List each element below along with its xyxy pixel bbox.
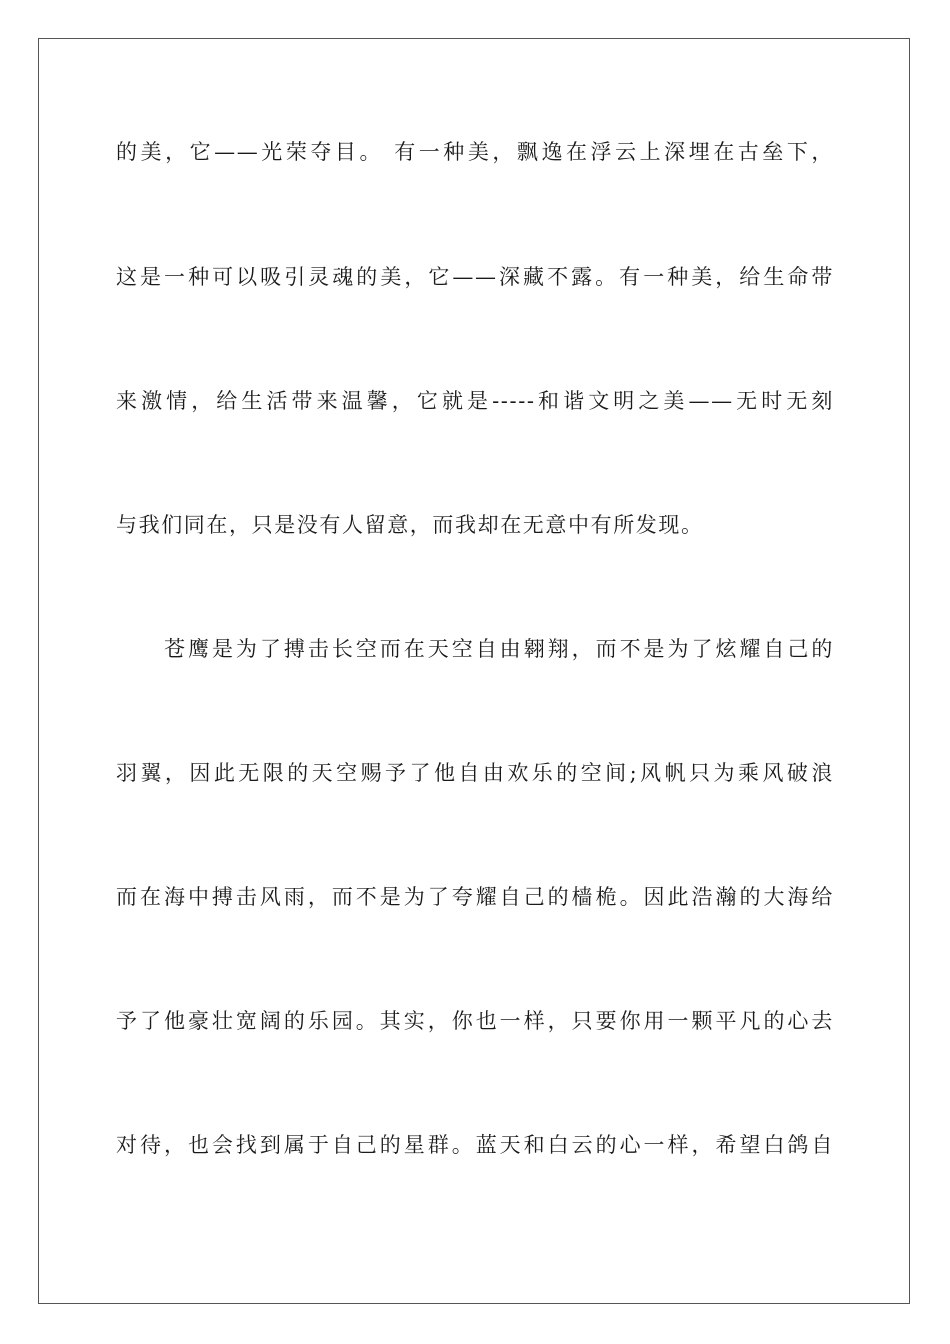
text-line-9: 对待，也会找到属于自己的星群。蓝天和白云的心一样，希望白鸽自 bbox=[116, 1133, 834, 1157]
text-line-1: 的美，它——光荣夺目。 有一种美，飘逸在浮云上深埋在古垒下， bbox=[116, 140, 834, 164]
text-line-7: 而在海中搏击风雨，而不是为了夸耀自己的樯桅。因此浩瀚的大海给 bbox=[116, 885, 834, 909]
text-line-3: 来激情，给生活带来温馨，它就是-----和谐文明之美——无时无刻 bbox=[116, 389, 834, 413]
text-line-6: 羽翼，因此无限的天空赐予了他自由欢乐的空间;风帆只为乘风破浪 bbox=[116, 761, 834, 785]
text-line-2: 这是一种可以吸引灵魂的美，它——深藏不露。有一种美，给生命带 bbox=[116, 265, 834, 289]
text-line-8: 予了他豪壮宽阔的乐园。其实，你也一样，只要你用一颗平凡的心去 bbox=[116, 1009, 834, 1033]
paragraph-2-line-1: 苍鹰是为了搏击长空而在天空自由翱翔，而不是为了炫耀自己的 bbox=[164, 637, 834, 661]
page-border bbox=[38, 38, 910, 1304]
text-line-4: 与我们同在，只是没有人留意，而我却在无意中有所发现。 bbox=[116, 513, 704, 537]
